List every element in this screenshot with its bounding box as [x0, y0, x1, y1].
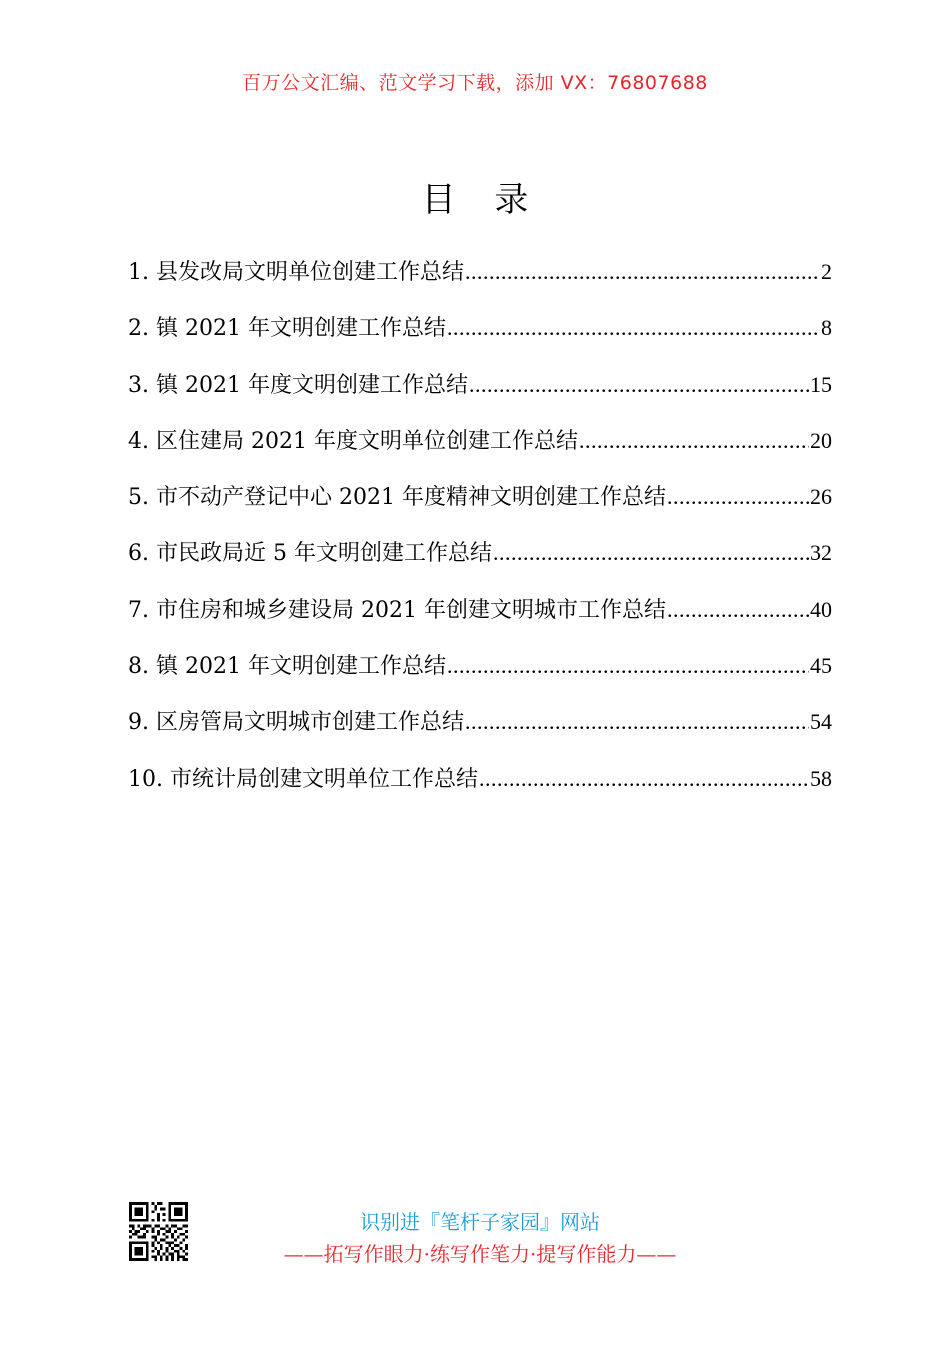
- toc-entry[interactable]: [128, 700, 832, 756]
- toc-entry-label: 8. 镇 2021 年文明创建工作总结: [128, 654, 446, 680]
- toc-entry-page: 58: [810, 765, 832, 791]
- toc-title: 目 录: [421, 180, 543, 220]
- toc-dot-leader: [447, 306, 820, 350]
- toc-entry[interactable]: [128, 363, 832, 419]
- toc-entry[interactable]: [128, 757, 832, 813]
- toc-entry-page: 40: [810, 596, 832, 622]
- toc-dot-leader: [493, 531, 809, 575]
- toc-entry-label: 10. 市统计局创建文明单位工作总结: [128, 766, 478, 792]
- toc-dot-leader: [447, 644, 809, 688]
- toc-entry-label: 7. 市住房和城乡建设局 2021 年创建文明城市工作总结: [128, 597, 666, 623]
- toc-dot-leader: [469, 363, 809, 407]
- toc-entry[interactable]: [128, 475, 832, 531]
- toc-entry[interactable]: [128, 250, 832, 306]
- toc-entry[interactable]: [128, 588, 832, 644]
- toc-entry-page: 45: [810, 653, 832, 679]
- toc-entry-label: 4. 区住建局 2021 年度文明单位创建工作总结: [128, 428, 578, 454]
- qr-code-icon[interactable]: [129, 1202, 188, 1261]
- footer-slogan: ——拓写作眼力·练写作笔力·提写作能力——: [283, 1242, 677, 1266]
- toc-entry-page: 26: [810, 484, 832, 510]
- toc-entry-page: 15: [810, 371, 832, 397]
- toc-entry-label: 6. 市民政局近 5 年文明创建工作总结: [128, 541, 492, 567]
- header-banner: 百万公文汇编、范文学习下载，添加 VX：76807688: [242, 72, 708, 94]
- toc-entry-label: 3. 镇 2021 年度文明创建工作总结: [128, 372, 468, 398]
- toc-entry-page: 54: [810, 709, 832, 735]
- toc-list: [128, 250, 832, 813]
- toc-entry[interactable]: [128, 644, 832, 700]
- toc-entry-label: 1. 县发改局文明单位创建工作总结: [128, 260, 464, 285]
- toc-dot-leader: [465, 250, 820, 294]
- toc-entry[interactable]: [128, 306, 832, 362]
- toc-entry-label: 9. 区房管局文明城市创建工作总结: [128, 710, 464, 736]
- toc-entry-page: 20: [810, 427, 832, 453]
- toc-dot-leader: [479, 757, 809, 801]
- footer-site-tagline[interactable]: 识别进『笔杆子家园』网站: [360, 1210, 600, 1234]
- toc-entry-page: 32: [810, 540, 832, 566]
- toc-entry-label: 5. 市不动产登记中心 2021 年度精神文明创建工作总结: [128, 485, 666, 511]
- toc-entry[interactable]: [128, 419, 832, 475]
- toc-dot-leader: [667, 475, 809, 519]
- toc-dot-leader: [465, 700, 809, 744]
- toc-entry-page: 8: [821, 315, 832, 341]
- toc-entry-page: 2: [821, 259, 832, 284]
- toc-entry[interactable]: [128, 531, 832, 587]
- toc-entry-label: 2. 镇 2021 年文明创建工作总结: [128, 316, 446, 342]
- toc-dot-leader: [667, 588, 809, 632]
- toc-dot-leader: [579, 419, 809, 463]
